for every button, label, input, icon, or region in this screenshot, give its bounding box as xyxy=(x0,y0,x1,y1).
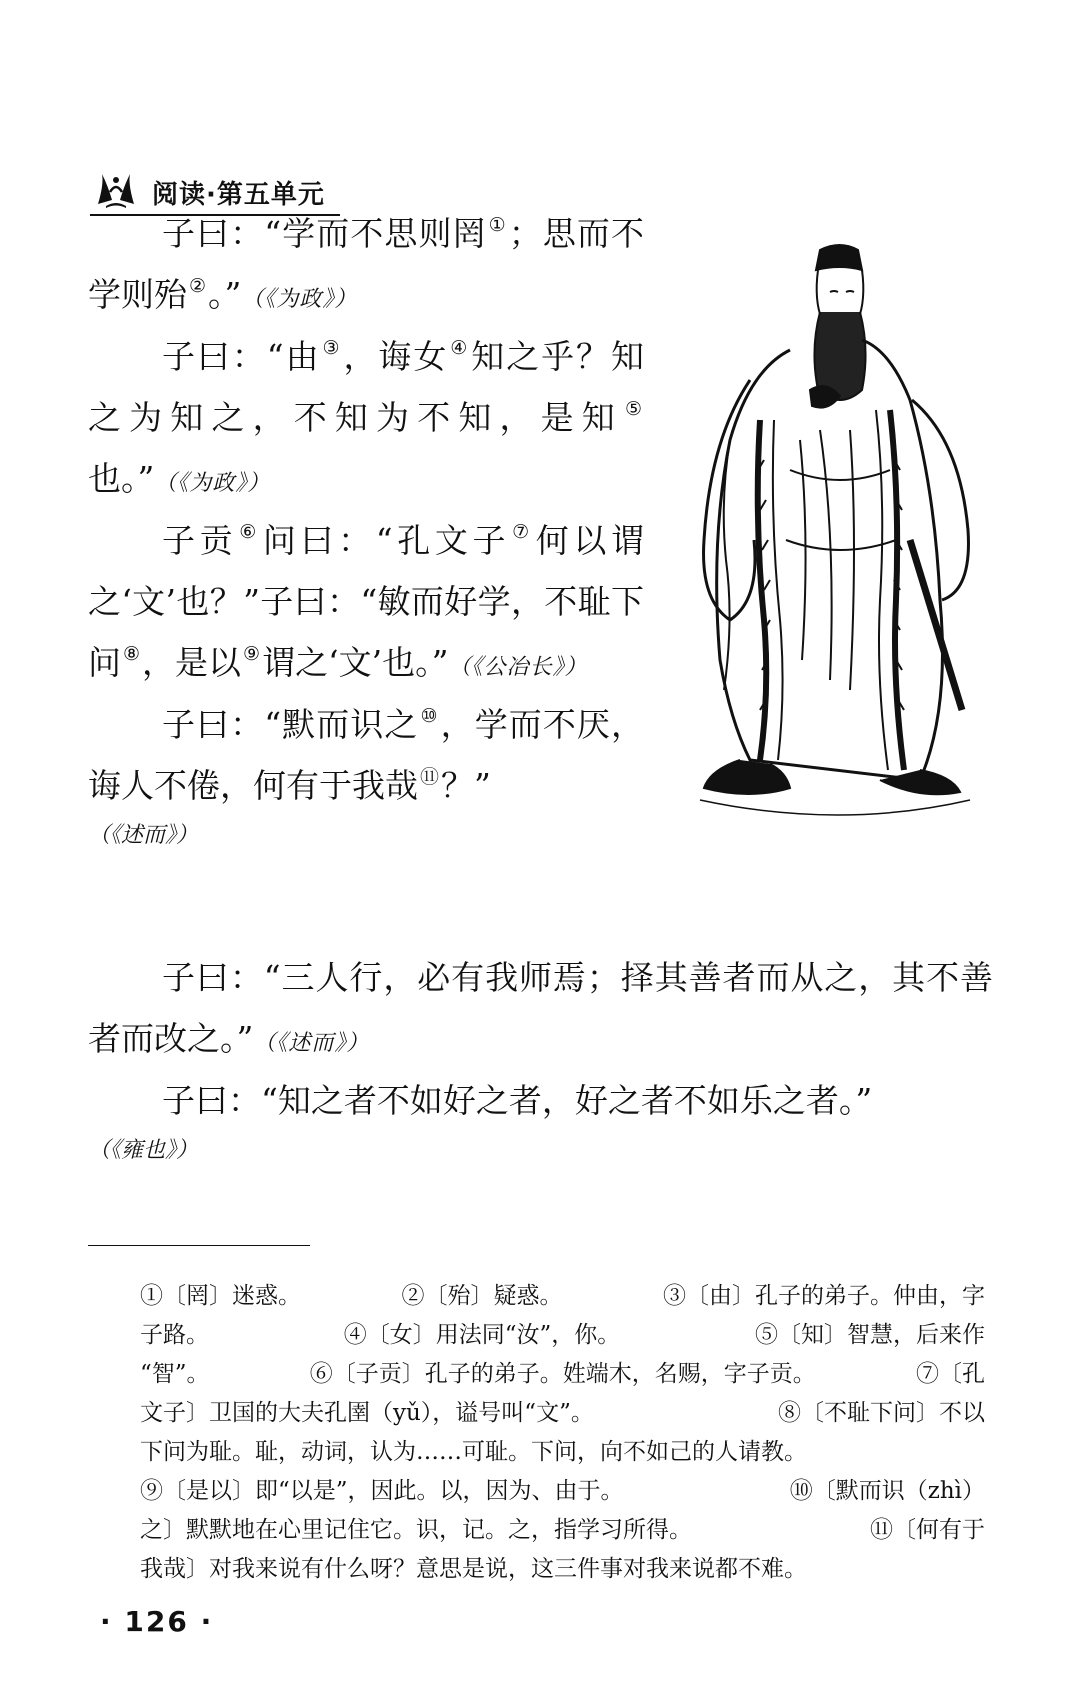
footnote-line: “智”。 ⑥〔子贡〕孔子的弟子。姓端木，名赐，字子贡。 ⑦〔孔 xyxy=(140,1361,985,1387)
footnote-line: 我哉〕对我来说有什么呀？意思是说，这三件事对我来说都不难。 xyxy=(140,1556,807,1582)
footnote-line: 下问为耻。耻，动词，认为……可耻。下问，向不如己的人请教。 xyxy=(140,1439,807,1465)
page-number: · 126 · xyxy=(100,1605,214,1638)
footnote-line: 子路。 ④〔女〕用法同“汝”，你。 ⑤〔知〕智慧，后来作 xyxy=(140,1322,985,1348)
footnote-divider xyxy=(88,1245,310,1246)
passage-4: 子曰：“默而识之 ⑩，学而不厌，诲人不倦，何有于我哉 ⑪？” xyxy=(88,705,645,805)
footnote-line: 文子〕卫国的大夫孔圉（yǔ），谥号叫“文”。 ⑧〔不耻下问〕不以 xyxy=(140,1400,985,1426)
passage-source: （《述而》） xyxy=(88,823,199,848)
passage-source: （《述而》） xyxy=(253,1031,370,1056)
passage-6: 子曰：“知之者不如好之者，好之者不如乐之者。” xyxy=(162,1081,873,1120)
passage-block-1 xyxy=(88,203,644,856)
section-title: 阅读·第五单元 xyxy=(152,180,325,210)
passage-3: 子贡 ⑥问曰：“孔文子 ⑦何以谓之‘文’也？”子曰：“敏而好学，不耻下问 ⑧，是以 ⑨谓之‘文’也。”（《公冶长》） xyxy=(88,521,645,682)
footnotes xyxy=(140,1277,985,1589)
passage-1: 子曰：“学而不思则罔 ①；思而不学则殆 ②。”（《为政》） xyxy=(88,214,644,314)
passage-block-2 xyxy=(88,947,993,1171)
footnote-line: ①〔罔〕迷惑。 ②〔殆〕疑惑。 ③〔由〕孔子的弟子。仲由，字 xyxy=(140,1283,985,1309)
confucius-illustration xyxy=(690,240,990,830)
footnote-line: ⑨〔是以〕即“以是”，因此。以，因为、由于。 ⑩〔默而识（zhì） xyxy=(140,1478,985,1504)
passage-source: （《公冶长》） xyxy=(448,655,588,680)
passage-2: 子曰：“由 ③，诲女 ④知之乎？知之为知之，不知为不知，是知 ⑤也。”（《为政》） xyxy=(88,337,644,498)
passage-5: 子曰：“三人行，必有我师焉；择其善者而从之，其不善者而改之。”（《述而》） xyxy=(88,958,993,1058)
passage-source: （《为政》） xyxy=(241,287,358,312)
passage-source: （《为政》） xyxy=(154,471,271,496)
footnote-line: 之〕默默地在心里记住它。识，记。之，指学习所得。 ⑪〔何有于 xyxy=(140,1517,985,1543)
passage-source: （《雍也》） xyxy=(88,1138,199,1163)
